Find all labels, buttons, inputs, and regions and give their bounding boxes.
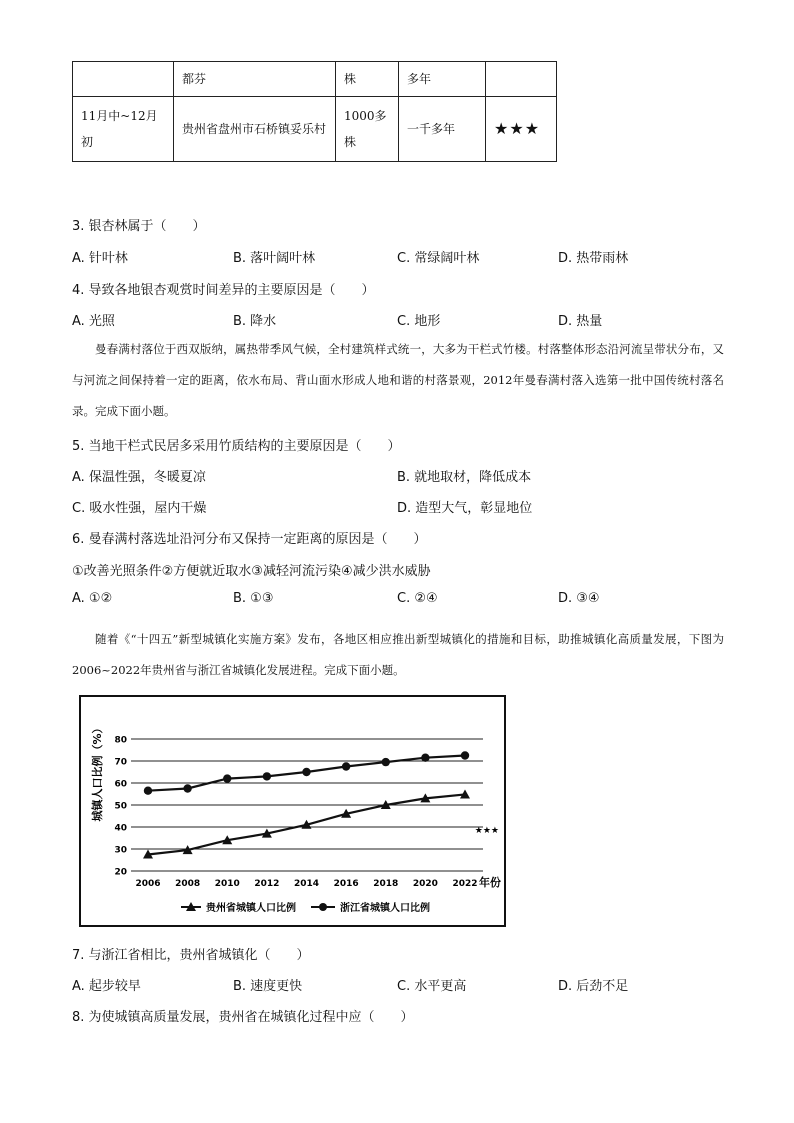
rating-stars: ★★★ bbox=[486, 97, 557, 162]
x-tick-label: 2016 bbox=[333, 879, 359, 889]
q3-option-a[interactable]: A. 针叶林 bbox=[72, 251, 128, 266]
x-tick-label: 2006 bbox=[135, 879, 161, 889]
q4-option-a[interactable]: A. 光照 bbox=[72, 314, 115, 329]
q6-option-c[interactable]: C. ②④ bbox=[397, 591, 438, 606]
y-tick-label: 40 bbox=[114, 823, 127, 834]
chart-legend bbox=[181, 901, 430, 914]
data-point-zhejiang bbox=[461, 751, 469, 759]
question-6-stem: 6. 曼春满村落选址沿河分布又保持一定距离的原因是（ ） bbox=[72, 532, 427, 547]
table-cell bbox=[486, 62, 557, 97]
table-cell: 都芬 bbox=[174, 62, 336, 97]
table-row bbox=[73, 97, 557, 162]
table-cell: 贵州省盘州市石桥镇妥乐村 bbox=[174, 97, 336, 162]
x-tick-label: 2014 bbox=[293, 879, 320, 889]
q6-choice-list: ①改善光照条件②方便就近取水③减轻河流污染④减少洪水威胁 bbox=[72, 564, 431, 579]
data-point-zhejiang bbox=[421, 754, 429, 762]
x-tick-label: 2008 bbox=[175, 879, 201, 889]
q5-option-a[interactable]: A. 保温性强，冬暖夏凉 bbox=[72, 470, 206, 485]
silver-tree-table bbox=[72, 61, 557, 162]
legend-zhejiang: 浙江省城镇人口比例 bbox=[340, 903, 430, 914]
table-cell: 一千多年 bbox=[399, 97, 486, 162]
y-axis-label: 城镇人口比例（%） bbox=[91, 722, 104, 822]
y-tick-label: 30 bbox=[114, 845, 127, 856]
q3-option-b[interactable]: B. 落叶阔叶林 bbox=[233, 251, 316, 266]
data-point-zhejiang bbox=[382, 758, 390, 766]
x-tick-label: 2022 bbox=[452, 879, 478, 889]
table-cell: 1000多株 bbox=[336, 97, 399, 162]
q4-option-c[interactable]: C. 地形 bbox=[397, 314, 441, 329]
y-tick-label: 70 bbox=[114, 757, 127, 768]
table-cell: 11月中~12月初 bbox=[73, 97, 174, 162]
table-cell: 株 bbox=[336, 62, 399, 97]
data-point-zhejiang bbox=[342, 762, 350, 770]
question-3-stem: 3. 银杏林属于（ ） bbox=[72, 219, 206, 234]
y-tick-label: 80 bbox=[114, 735, 127, 746]
x-tick-label: 2012 bbox=[254, 879, 280, 889]
q5-option-b[interactable]: B. 就地取材，降低成本 bbox=[397, 470, 532, 485]
legend-guizhou: 贵州省城镇人口比例 bbox=[206, 903, 296, 914]
x-tick-label: 2020 bbox=[412, 879, 438, 889]
question-4-stem: 4. 导致各地银杏观赏时间差异的主要原因是（ ） bbox=[72, 283, 375, 298]
data-point-zhejiang bbox=[223, 774, 231, 782]
passage-urbanization: 随着《“十四五”新型城镇化实施方案》发布，各地区相应推出新型城镇化的措施和目标，助推城镇化高质量发展，下图为2006~2022年贵州省与浙江省城镇化发展进程。完成下面小题。 bbox=[72, 632, 724, 677]
q7-option-a[interactable]: A. 起步较早 bbox=[72, 979, 141, 994]
y-tick-label: 20 bbox=[114, 867, 127, 878]
x-axis-label: 年份 bbox=[479, 876, 501, 889]
q7-option-d[interactable]: D. 后劲不足 bbox=[558, 979, 629, 994]
q4-option-d[interactable]: D. 热量 bbox=[558, 314, 603, 329]
question-8-stem: 8. 为使城镇高质量发展，贵州省在城镇化过程中应（ ） bbox=[72, 1010, 414, 1025]
q5-option-c[interactable]: C. 吸水性强，屋内干燥 bbox=[72, 501, 207, 516]
x-tick-label: 2018 bbox=[373, 879, 399, 889]
table-row bbox=[73, 62, 557, 97]
data-point-zhejiang bbox=[302, 768, 310, 776]
x-tick-label: 2010 bbox=[214, 879, 240, 889]
q5-option-d[interactable]: D. 造型大气，彰显地位 bbox=[397, 501, 533, 516]
passage-village: 曼春满村落位于西双版纳，属热带季风气候，全村建筑样式统一，大多为干栏式竹楼。村落整体形态沿河流呈带状分布，又与河流之间保持着一定的距离，依水布局、背山面水形成人地和谐的村落景观，2012年曼春满村落入选第一批中国传统村落名录。完成下面小题。 bbox=[72, 342, 724, 418]
y-tick-label: 60 bbox=[114, 779, 127, 790]
q4-option-b[interactable]: B. 降水 bbox=[233, 314, 277, 329]
chart-svg bbox=[81, 697, 504, 925]
q7-option-c[interactable]: C. 水平更高 bbox=[397, 979, 467, 994]
q6-option-d[interactable]: D. ③④ bbox=[558, 591, 600, 606]
chart-annotation: ★★★ bbox=[474, 826, 499, 836]
legend-circle-marker bbox=[319, 903, 327, 911]
y-tick-label: 50 bbox=[114, 801, 127, 812]
q6-option-b[interactable]: B. ①③ bbox=[233, 591, 274, 606]
question-7-stem: 7. 与浙江省相比，贵州省城镇化（ ） bbox=[72, 948, 310, 963]
urbanization-chart bbox=[79, 695, 506, 927]
q6-option-a[interactable]: A. ①② bbox=[72, 591, 113, 606]
question-5-stem: 5. 当地干栏式民居多采用竹质结构的主要原因是（ ） bbox=[72, 439, 401, 454]
q7-option-b[interactable]: B. 速度更快 bbox=[233, 979, 303, 994]
data-point-zhejiang bbox=[144, 787, 152, 795]
table-cell: 多年 bbox=[399, 62, 486, 97]
table-cell bbox=[73, 62, 174, 97]
data-point-zhejiang bbox=[183, 784, 191, 792]
q3-option-d[interactable]: D. 热带雨林 bbox=[558, 251, 629, 266]
data-point-zhejiang bbox=[263, 772, 271, 780]
q3-option-c[interactable]: C. 常绿阔叶林 bbox=[397, 251, 480, 266]
